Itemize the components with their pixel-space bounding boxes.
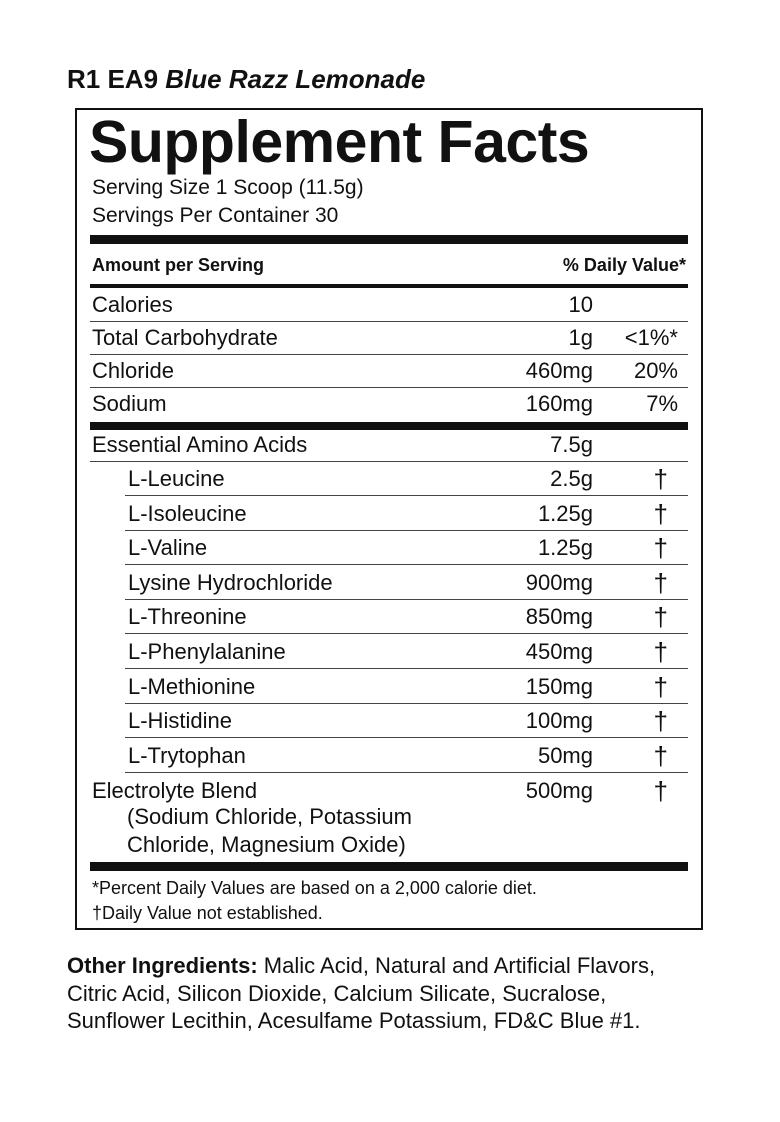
nutrient-amount: 160mg [525, 391, 593, 416]
daily-value-header: % Daily Value* [562, 255, 686, 275]
other-ingredients-label: Other Ingredients: [67, 953, 258, 978]
nutrient-amount: 1.25g [537, 500, 593, 526]
nutrient-daily-value: † [653, 637, 668, 667]
nutrient-daily-value: 20% [633, 358, 678, 383]
other-ingredients [67, 952, 687, 1035]
nutrient-name: Chloride [92, 358, 174, 383]
nutrient-amount: 150mg [525, 673, 593, 699]
table-row [90, 600, 688, 634]
nutrient-daily-value: † [653, 464, 668, 494]
thick-divider [90, 235, 688, 244]
nutrient-amount: 460mg [525, 358, 593, 383]
panel-title: Supplement Facts [89, 109, 590, 175]
product-title [67, 64, 425, 95]
table-row [90, 321, 688, 355]
nutrient-name: L-Methionine [128, 673, 256, 699]
nutrient-name: Sodium [92, 391, 167, 416]
nutrient-daily-value: † [653, 498, 668, 529]
nutrient-daily-value: † [653, 533, 668, 564]
table-row [90, 704, 688, 738]
nutrient-name: Calories [92, 292, 173, 317]
electrolyte-sub-line-2: Chloride, Magnesium Oxide) [127, 832, 406, 857]
table-row [90, 462, 688, 496]
nutrient-name: Electrolyte Blend [92, 778, 258, 803]
nutrient-daily-value: <1%* [624, 325, 678, 350]
nutrient-name: L-Trytophan [128, 742, 246, 768]
nutrient-daily-value: † [653, 706, 668, 737]
table-row [90, 635, 688, 669]
nutrient-amount: 850mg [525, 604, 593, 630]
nutrient-name: L-Phenylalanine [128, 639, 286, 664]
nutrient-amount: 50mg [537, 742, 593, 768]
nutrient-amount: 450mg [525, 639, 593, 664]
nutrient-amount: 1.25g [537, 535, 593, 561]
nutrient-amount: 1g [568, 325, 593, 350]
table-row [90, 566, 688, 600]
table-row [90, 354, 688, 388]
table-row [90, 387, 688, 421]
table-row [90, 531, 688, 565]
table-row [90, 288, 688, 322]
amount-per-serving-header: Amount per Serving [92, 255, 265, 275]
thick-divider [90, 862, 688, 871]
other-ingredients-text: Malic Acid, Natural and Artificial Flavors, Citric Acid, Silicon Dioxide, Calcium Silicate, Sucralose, Sunflower Lecithin, Acesulfame Potassium, FD&C Blue #1. [67, 953, 656, 1033]
nutrient-amount: 2.5g [550, 466, 593, 491]
nutrient-daily-value: † [653, 567, 668, 598]
nutrient-name: L-Isoleucine [128, 500, 247, 526]
table-row [90, 739, 688, 773]
table-row [90, 774, 688, 808]
serving-size: Serving Size 1 Scoop (11.5g) [92, 176, 364, 199]
footnote-percent-dv: *Percent Daily Values are based on a 2,000 calorie diet. [92, 878, 537, 898]
table-row [90, 670, 688, 704]
nutrient-daily-value: † [653, 776, 668, 806]
nutrient-name: L-Leucine [128, 466, 225, 491]
nutrient-daily-value: † [653, 671, 668, 702]
nutrient-amount: 100mg [525, 708, 593, 734]
supplement-facts-panel [75, 108, 703, 930]
servings-per-container: Servings Per Container 30 [92, 204, 339, 227]
nutrient-daily-value: † [653, 740, 668, 771]
nutrient-name: L-Histidine [128, 708, 232, 734]
nutrient-amount: 10 [568, 292, 593, 317]
product-name: R1 EA9 [67, 64, 159, 94]
nutrient-daily-value: 7% [646, 391, 678, 416]
row-divider [125, 772, 688, 773]
nutrient-amount: 7.5g [550, 432, 593, 457]
nutrient-name: Total Carbohydrate [92, 325, 278, 350]
nutrient-name: L-Valine [128, 535, 208, 561]
table-row [90, 428, 688, 462]
nutrient-daily-value: † [653, 602, 668, 633]
footnote-dv-not-established: †Daily Value not established. [92, 903, 323, 923]
electrolyte-sub-line-1: (Sodium Chloride, Potassium [127, 804, 412, 829]
nutrient-amount: 900mg [525, 569, 593, 595]
nutrient-name: Essential Amino Acids [92, 432, 308, 457]
table-row [90, 497, 688, 531]
nutrient-name: Lysine Hydrochloride [128, 569, 333, 595]
product-flavor: Blue Razz Lemonade [165, 64, 426, 94]
nutrient-amount: 500mg [525, 778, 593, 803]
nutrient-name: L-Threonine [128, 604, 247, 630]
